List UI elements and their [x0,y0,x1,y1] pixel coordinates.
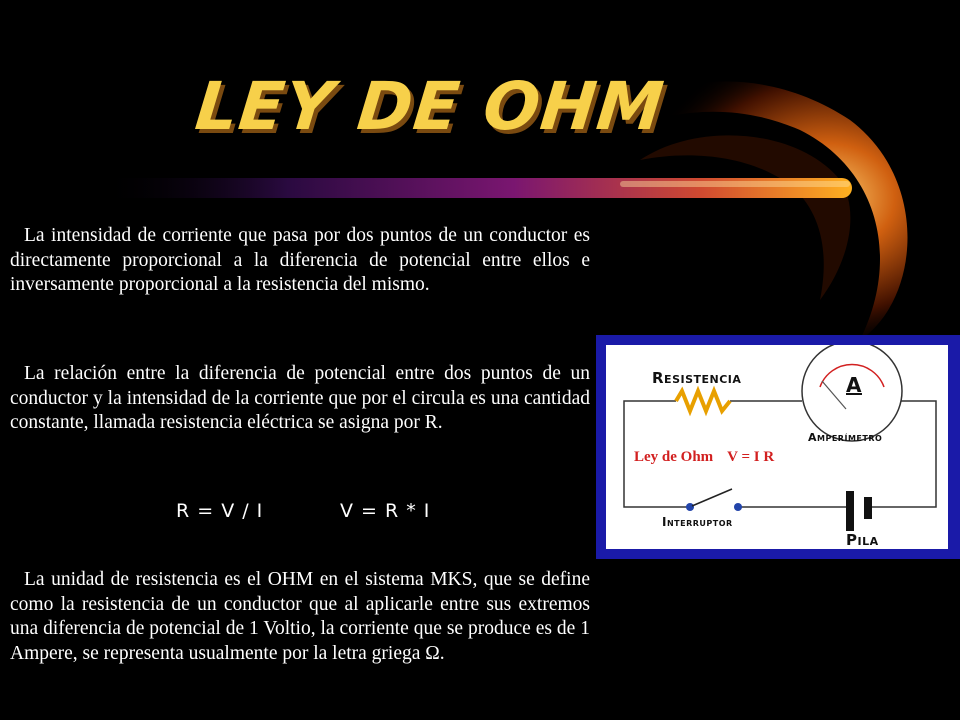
ammeter-letter: A [846,373,862,397]
label-pila: Pila [846,531,879,549]
label-amperimetro: Amperímetro [808,431,883,444]
formula-resistance: R = V / I [176,500,264,522]
ohm-law-equation: V = I R [727,449,775,465]
circuit-diagram [596,335,960,559]
battery-plate-long [846,491,854,531]
paragraph-unit: La unidad de resistencia es el OHM en el sistema MKS, que se define como la resistencia de un conductor que al aplicarle entre sus extremos una diferencia de potencial de 1 Voltio, la corriente que se produce es de 1 Ampere, se representa usualmente por la letra griega Ω. [10,569,590,664]
ohm-law-caption [634,449,774,466]
paragraph-relation: La relación entre la diferencia de potencial entre dos puntos de un conductor y la intensidad de la corriente que por el circula es una cantidad constante, llamada resistencia eléctrica se asigna por R. [10,363,590,433]
ohm-law-label: Ley de Ohm [634,449,714,465]
formula-voltage: V = R * I [340,500,431,522]
battery-plate-short [864,497,872,519]
label-interruptor: Interruptor [662,515,733,529]
label-resistencia: Resistencia [652,369,742,387]
slide-title: LEY DE OHM [191,68,668,145]
switch-lever-icon [692,489,732,506]
circuit-canvas [606,345,948,549]
switch-contact-right [734,503,742,511]
paragraph-definition: La intensidad de corriente que pasa por dos puntos de un conductor es directamente proporcional a la diferencia de potencial entre ellos e inversamente proporcional a la resistencia del mismo. [10,225,590,295]
formula-row [0,500,610,526]
switch-contact-left [686,503,694,511]
resistor-icon [676,391,730,411]
